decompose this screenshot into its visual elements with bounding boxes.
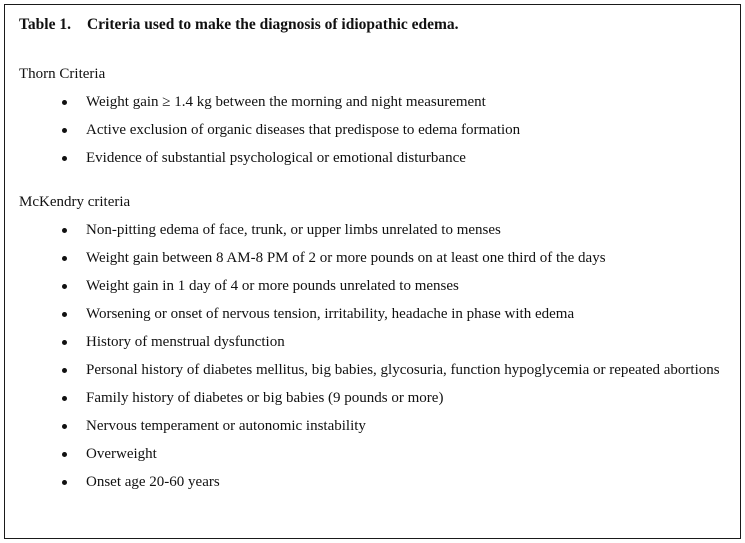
list-item-text: Non-pitting edema of face, trunk, or upper limbs unrelated to menses bbox=[86, 222, 501, 238]
bullet-icon bbox=[62, 228, 67, 233]
list-item bbox=[60, 272, 724, 300]
list-item-text: Family history of diabetes or big babies (9 pounds or more) bbox=[86, 390, 444, 406]
list-item-text: Weight gain ≥ 1.4 kg between the morning and night measurement bbox=[86, 94, 486, 110]
list-item-text: Weight gain in 1 day of 4 or more pounds unrelated to menses bbox=[86, 278, 459, 294]
bullet-icon bbox=[62, 156, 67, 161]
section-thorn-criteria bbox=[19, 60, 724, 172]
bullet-icon bbox=[62, 340, 67, 345]
list-item bbox=[60, 328, 724, 356]
bullet-icon bbox=[62, 100, 67, 105]
list-item bbox=[60, 244, 724, 272]
list-item bbox=[60, 144, 724, 172]
bullet-icon bbox=[62, 256, 67, 261]
section-mckendry-criteria bbox=[19, 188, 724, 496]
table-caption: Criteria used to make the diagnosis of idiopathic edema. bbox=[86, 16, 459, 33]
list-item-text: History of menstrual dysfunction bbox=[86, 334, 285, 350]
criteria-list bbox=[19, 216, 724, 496]
list-item bbox=[60, 356, 724, 384]
section-heading: McKendry criteria bbox=[19, 194, 131, 210]
bullet-icon bbox=[62, 424, 67, 429]
bullet-icon bbox=[62, 312, 67, 317]
table-title bbox=[19, 14, 724, 36]
bullet-icon bbox=[62, 368, 67, 373]
table-number: Table 1. bbox=[19, 16, 71, 33]
list-item bbox=[60, 468, 724, 496]
bullet-icon bbox=[62, 128, 67, 133]
list-item-text: Nervous temperament or autonomic instability bbox=[86, 418, 366, 434]
list-item bbox=[60, 116, 724, 144]
bullet-icon bbox=[62, 480, 67, 485]
list-item bbox=[60, 216, 724, 244]
bullet-icon bbox=[62, 452, 67, 457]
list-item-text: Onset age 20-60 years bbox=[86, 474, 220, 490]
list-item bbox=[60, 300, 724, 328]
list-item-text: Worsening or onset of nervous tension, irritability, headache in phase with edema bbox=[86, 306, 575, 322]
bullet-icon bbox=[62, 284, 67, 289]
list-item bbox=[60, 384, 724, 412]
section-heading: Thorn Criteria bbox=[19, 66, 106, 82]
list-item bbox=[60, 412, 724, 440]
criteria-list bbox=[19, 88, 724, 172]
list-item-text: Weight gain between 8 AM-8 PM of 2 or more pounds on at least one third of the days bbox=[86, 250, 606, 266]
list-item-text: Overweight bbox=[86, 446, 157, 462]
bullet-icon bbox=[62, 396, 67, 401]
list-item bbox=[60, 440, 724, 468]
list-item bbox=[60, 88, 724, 116]
list-item-text: Active exclusion of organic diseases that predispose to edema formation bbox=[86, 122, 521, 138]
list-item-text: Evidence of substantial psychological or emotional disturbance bbox=[86, 150, 466, 166]
table-frame bbox=[4, 4, 741, 539]
list-item-text: Personal history of diabetes mellitus, big babies, glycosuria, function hypoglycemia or repeated abortions bbox=[86, 362, 720, 378]
